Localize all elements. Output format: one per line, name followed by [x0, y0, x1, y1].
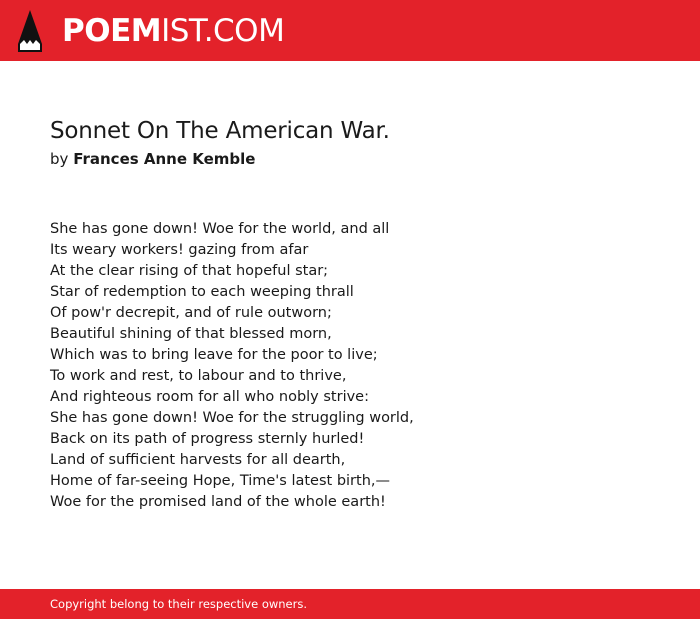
poem-line: To work and rest, to labour and to thrive, — [50, 368, 347, 384]
poem-line: She has gone down! Woe for the world, and all — [50, 221, 390, 237]
poem-line: Land of sufficient harvests for all dearth, — [50, 452, 346, 468]
logo-bold-text: POEM — [62, 13, 162, 49]
poem-line: She has gone down! Woe for the struggling world, — [50, 410, 414, 426]
poem-line: Star of redemption to each weeping thrall — [50, 284, 354, 300]
poem-line: Woe for the promised land of the whole earth! — [50, 494, 386, 510]
author-name: Frances Anne Kemble — [73, 150, 256, 168]
poem-line: Its weary workers! gazing from afar — [50, 242, 309, 258]
poem-body — [50, 219, 414, 513]
poem-line: Back on its path of progress sternly hurled! — [50, 431, 365, 447]
poem-line: Beautiful shining of that blessed morn, — [50, 326, 332, 342]
by-label: by — [50, 150, 69, 168]
poem-line: At the clear rising of that hopeful star; — [50, 263, 329, 279]
pencil-tip-icon — [18, 10, 42, 52]
site-footer — [0, 589, 700, 619]
site-header — [0, 0, 700, 61]
site-logo[interactable] — [62, 11, 284, 51]
poem-line: And righteous room for all who nobly strive: — [50, 389, 369, 405]
poem-line: Of pow'r decrepit, and of rule outworn; — [50, 305, 332, 321]
poem-title: Sonnet On The American War. — [50, 118, 390, 144]
byline — [50, 149, 255, 169]
poem-line: Which was to bring leave for the poor to live; — [50, 347, 378, 363]
copyright-notice: Copyright belong to their respective owners. — [50, 597, 308, 611]
poem-line: Home of far-seeing Hope, Time's latest birth,— — [50, 473, 390, 489]
logo-light-text: IST.COM — [161, 13, 285, 49]
